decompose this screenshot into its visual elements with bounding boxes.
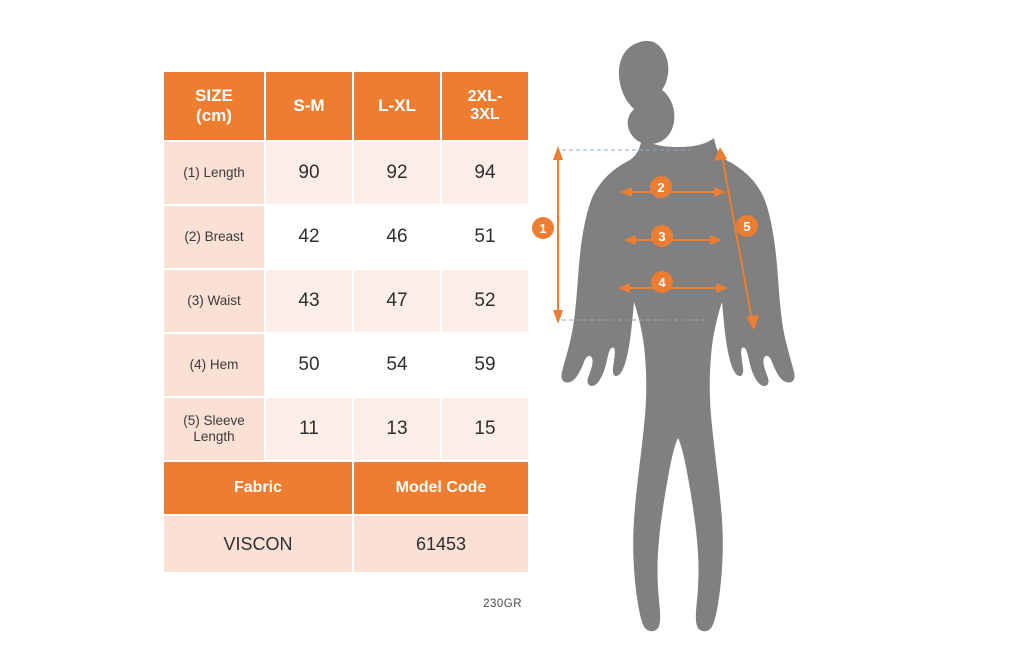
cell-breast-lxl: 46	[353, 205, 441, 269]
measurement-diagram	[530, 20, 830, 640]
row-label-length: (1) Length	[163, 141, 265, 205]
cell-length-2xl: 94	[441, 141, 529, 205]
cell-sleeve-lxl: 13	[353, 397, 441, 461]
weight-note: 230GR	[483, 598, 522, 610]
header-size-line2: (cm)	[196, 106, 232, 125]
row-label-hem: (4) Hem	[163, 333, 265, 397]
header-lxl: L-XL	[353, 71, 441, 141]
cell-sleeve-sm: 11	[265, 397, 353, 461]
size-table	[162, 70, 530, 574]
arrow-length-1	[553, 146, 563, 324]
footer-value-model-code: 61453	[353, 515, 529, 573]
footer-value-fabric: VISCON	[163, 515, 353, 573]
header-size	[163, 71, 265, 141]
cell-hem-sm: 50	[265, 333, 353, 397]
marker-badge-4: 4	[651, 271, 673, 293]
header-size-line1: SIZE	[195, 86, 233, 106]
cell-waist-lxl: 47	[353, 269, 441, 333]
marker-badge-3: 3	[651, 225, 673, 247]
table-row	[163, 333, 529, 397]
cell-breast-2xl: 51	[441, 205, 529, 269]
row-label-waist: (3) Waist	[163, 269, 265, 333]
table-footer-row	[163, 515, 529, 573]
row-label-sleeve-length: (5) Sleeve Length	[163, 397, 265, 461]
cell-hem-lxl: 54	[353, 333, 441, 397]
table-row	[163, 141, 529, 205]
table-header-row	[163, 71, 529, 141]
row-label-breast: (2) Breast	[163, 205, 265, 269]
marker-badge-1: 1	[532, 217, 554, 239]
cell-waist-2xl: 52	[441, 269, 529, 333]
header-2xl-line2: 3XL	[470, 106, 500, 123]
footer-header-fabric: Fabric	[163, 461, 353, 515]
cell-length-sm: 90	[265, 141, 353, 205]
cell-breast-sm: 42	[265, 205, 353, 269]
footer-header-model-code: Model Code	[353, 461, 529, 515]
cell-waist-sm: 43	[265, 269, 353, 333]
female-silhouette	[561, 41, 794, 631]
table-row	[163, 269, 529, 333]
table-row	[163, 397, 529, 461]
marker-badge-2: 2	[650, 176, 672, 198]
header-sm: S-M	[265, 71, 353, 141]
table-footer-header-row	[163, 461, 529, 515]
marker-badge-5: 5	[736, 215, 758, 237]
cell-hem-2xl: 59	[441, 333, 529, 397]
header-2xl-line1: 2XL-	[467, 87, 503, 105]
table-row	[163, 205, 529, 269]
cell-length-lxl: 92	[353, 141, 441, 205]
header-2xl-3xl	[441, 71, 529, 141]
cell-sleeve-2xl: 15	[441, 397, 529, 461]
